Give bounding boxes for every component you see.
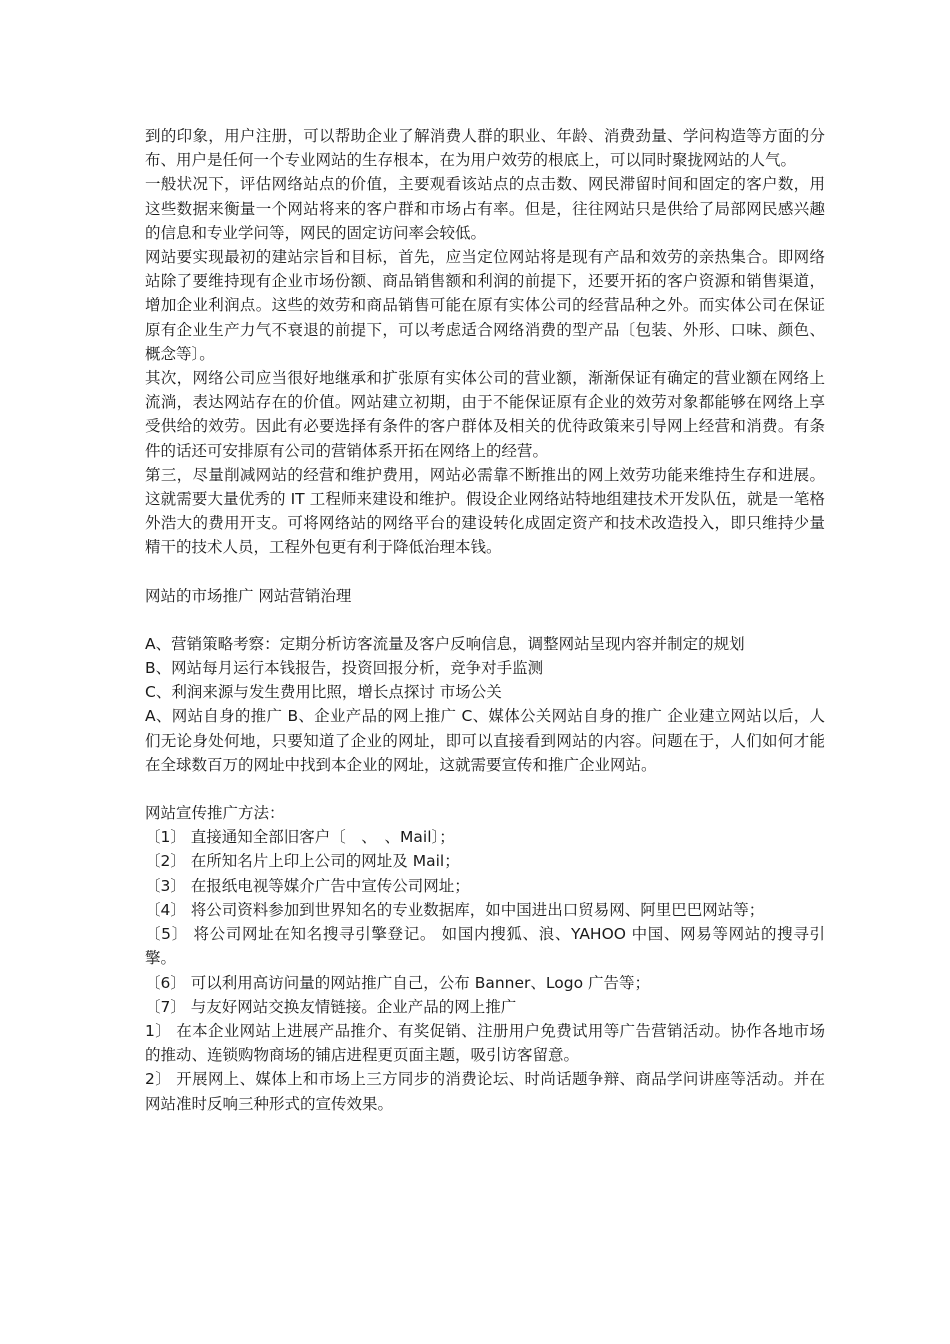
method-item: 〔6〕 可以利用高访问量的网站推广自己，公布 Banner、Logo 广告等； — [145, 973, 651, 992]
paragraph: 网站要实现最初的建站宗旨和目标，首先，应当定位网站将是现有产品和效劳的亲热集合。即网络站除了要维持现有企业市场份额、商品销售额和利润的前提下，还要开拓的客户资源和销售渠道，增加企业利润点。这些的效劳和商品销售可能在原有实体公司的经营品种之外。而实体公司在保证原有企业生产力气不衰退的前提下，可以考虑适合网络消费的型产品〔包装、外形、口味、颜色、概念等〕。 — [145, 248, 825, 363]
method-item: 2〕 开展网上、媒体上和市场上三方同步的消费论坛、时尚话题争辩、商品学问讲座等活动。并在网站准时反响三种形式的宣传效果。 — [145, 1070, 825, 1113]
marketing-item: C、利润来源与发生费用比照，增长点探讨 市场公关 — [145, 683, 502, 702]
method-item: 1〕 在本企业网站上进展产品推介、有奖促销、注册用户免费试用等广告营销活动。协作各地市场的推动、连锁购物商场的铺店进程更页面主题，吸引访客留意。 — [145, 1021, 825, 1065]
marketing-item: B、网站每月运行本钱报告，投资回报分析，竞争对手监测 — [145, 659, 544, 678]
method-item: 〔7〕 与友好网站交换友情链接。企业产品的网上推广 — [145, 997, 517, 1016]
method-item: 〔3〕 在报纸电视等媒介广告中宣传公司网址； — [145, 876, 470, 895]
marketing-item: A、营销策略考察：定期分析访客流量及客户反响信息，调整网站呈现内容并制定的规划 — [145, 634, 745, 653]
method-item: 〔4〕 将公司资料参加到世界知名的专业数据库，如中国进出口贸易网、阿里巴巴网站等； — [145, 900, 765, 919]
method-item: 〔2〕 在所知名片上印上公司的网址及 Mail； — [145, 852, 460, 871]
method-item: 〔5〕 将公司网址在知名搜寻引擎登记。 如国内搜狐、浪、YAHOO 中国、网易等网站的搜寻引擎。 — [145, 925, 825, 968]
paragraph: 第三，尽量削减网站的经营和维护费用，网站必需靠不断推出的网上效劳功能来维持生存和进展。这就需要大量优秀的 IT 工程师来建设和维护。假设企业网络站特地组建技术开发队伍，就是一笔格外浩大的费用开支。可将网络站的网络平台的建设转化成固定资产和技术改造投入，即只维持少量精干的技术人员，工程外包更有利于降低治理本钱。 — [145, 465, 825, 557]
paragraph: 一般状况下，评估网络站点的价值，主要观看该站点的点击数、网民滞留时间和固定的客户数，用这些数据来衡量一个网站将来的客户群和市场占有率。但是，往往网站只是供给了局部网民感兴趣的信息和专业学问等，网民的固定访问率会较低。 — [145, 175, 825, 242]
paragraph: 其次，网络公司应当很好地继承和扩张原有实体公司的营业额，渐渐保证有确定的营业额在网络上流淌，表达网站存在的价值。网站建立初期，由于不能保证原有企业的效劳对象都能够在网络上享受供给的效劳。因此有必要选择有条件的客户群体及相关的优待政策来引导网上经营和消费。有条件的话还可安排原有公司的营销体系开拓在网络上的经营。 — [145, 369, 825, 460]
spacer — [145, 560, 825, 584]
spacer — [145, 608, 825, 632]
document-body — [145, 124, 825, 1116]
spacer — [145, 777, 825, 801]
marketing-item: A、网站自身的推广 B、企业产品的网上推广 C、媒体公关网站自身的推广 企业建立网站以后，人们无论身处何地，只要知道了企业的网址，即可以直接看到网站的内容。问题在于，人们如何才能在全球数百万的网址中找到本企业的网址，这就需要宣传和推广企业网站。 — [145, 707, 825, 774]
method-item: 〔1〕 直接通知全部旧客户〔 、 、Mail〕； — [145, 828, 455, 847]
section-title: 网站的市场推广 网站营销治理 — [145, 586, 352, 605]
methods-title: 网站宣传推广方法： — [145, 804, 285, 823]
paragraph: 到的印象，用户注册，可以帮助企业了解消费人群的职业、年龄、消费劲量、学问构造等方面的分布、用户是任何一个专业网站的生存根本，在为用户效劳的根底上，可以同时聚拢网站的人气。 — [145, 127, 825, 170]
